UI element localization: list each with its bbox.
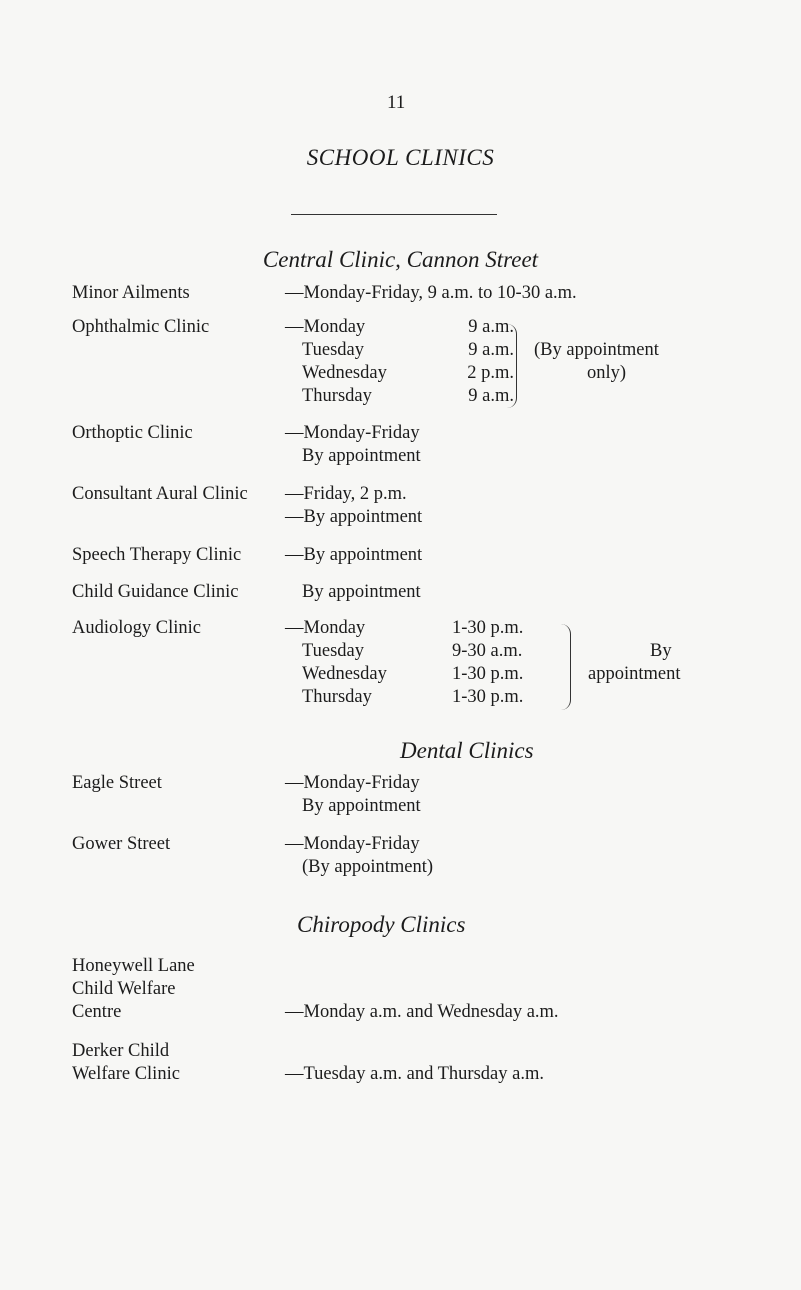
audiology-time: 9-30 a.m. (452, 641, 523, 661)
chiropody-clinics-heading: Chiropody Clinics (297, 912, 466, 937)
audiology-time: 1-30 p.m. (452, 618, 524, 638)
child-guidance-label: Child Guidance Clinic (72, 582, 239, 602)
audiology-time: 1-30 p.m. (452, 687, 524, 707)
audiology-day: Thursday (302, 687, 372, 707)
ophthalmic-note: only) (587, 363, 627, 383)
eagle-street-schedule: By appointment (302, 796, 421, 816)
minor-ailments-schedule: —Monday-Friday, 9 a.m. to 10-30 a.m. (285, 283, 577, 303)
aural-schedule: —By appointment (285, 507, 423, 527)
page-title: SCHOOL CLINICS (306, 145, 495, 170)
title-divider (291, 214, 497, 215)
honeywell-label: Centre (72, 1002, 122, 1022)
aural-schedule: —Friday, 2 p.m. (285, 484, 407, 504)
audiology-clinic-label: Audiology Clinic (72, 618, 201, 638)
audiology-day: Tuesday (302, 641, 365, 661)
page-number: 11 (387, 92, 406, 113)
minor-ailments-label: Minor Ailments (72, 283, 190, 303)
audiology-brace (560, 624, 571, 710)
ophthalmic-day: Wednesday (302, 363, 387, 383)
audiology-note: appointment (588, 664, 681, 684)
ophthalmic-note: (By appointment (534, 340, 659, 360)
audiology-day: Wednesday (302, 664, 387, 684)
dental-clinics-heading: Dental Clinics (400, 738, 534, 763)
eagle-street-label: Eagle Street (72, 773, 162, 793)
ophthalmic-day: Thursday (302, 386, 372, 406)
ophthalmic-time: 9 a.m. (468, 317, 514, 337)
honeywell-label: Honeywell Lane (72, 956, 195, 976)
speech-therapy-label: Speech Therapy Clinic (72, 545, 242, 565)
speech-therapy-schedule: —By appointment (285, 545, 423, 565)
audiology-note: By (650, 641, 672, 661)
honeywell-label: Child Welfare (72, 979, 176, 999)
eagle-street-schedule: —Monday-Friday (285, 773, 420, 793)
audiology-day: —Monday (285, 618, 366, 638)
derker-schedule: —Tuesday a.m. and Thursday a.m. (285, 1064, 544, 1084)
derker-label: Derker Child (72, 1041, 170, 1061)
gower-street-schedule: (By appointment) (302, 857, 434, 877)
orthoptic-clinic-label: Orthoptic Clinic (72, 423, 193, 443)
gower-street-label: Gower Street (72, 834, 171, 854)
honeywell-schedule: —Monday a.m. and Wednesday a.m. (285, 1002, 559, 1022)
ophthalmic-time: 2 p.m. (467, 363, 514, 383)
orthoptic-schedule: By appointment (302, 446, 421, 466)
ophthalmic-brace (506, 324, 517, 408)
ophthalmic-time: 9 a.m. (468, 340, 514, 360)
aural-clinic-label: Consultant Aural Clinic (72, 484, 248, 504)
gower-street-schedule: —Monday-Friday (285, 834, 420, 854)
derker-label: Welfare Clinic (72, 1064, 180, 1084)
child-guidance-schedule: By appointment (302, 582, 421, 602)
audiology-time: 1-30 p.m. (452, 664, 524, 684)
ophthalmic-time: 9 a.m. (468, 386, 514, 406)
ophthalmic-day: —Monday (285, 317, 366, 337)
orthoptic-schedule: —Monday-Friday (285, 423, 420, 443)
ophthalmic-day: Tuesday (302, 340, 365, 360)
central-clinic-heading: Central Clinic, Cannon Street (262, 247, 539, 272)
ophthalmic-clinic-label: Ophthalmic Clinic (72, 317, 210, 337)
